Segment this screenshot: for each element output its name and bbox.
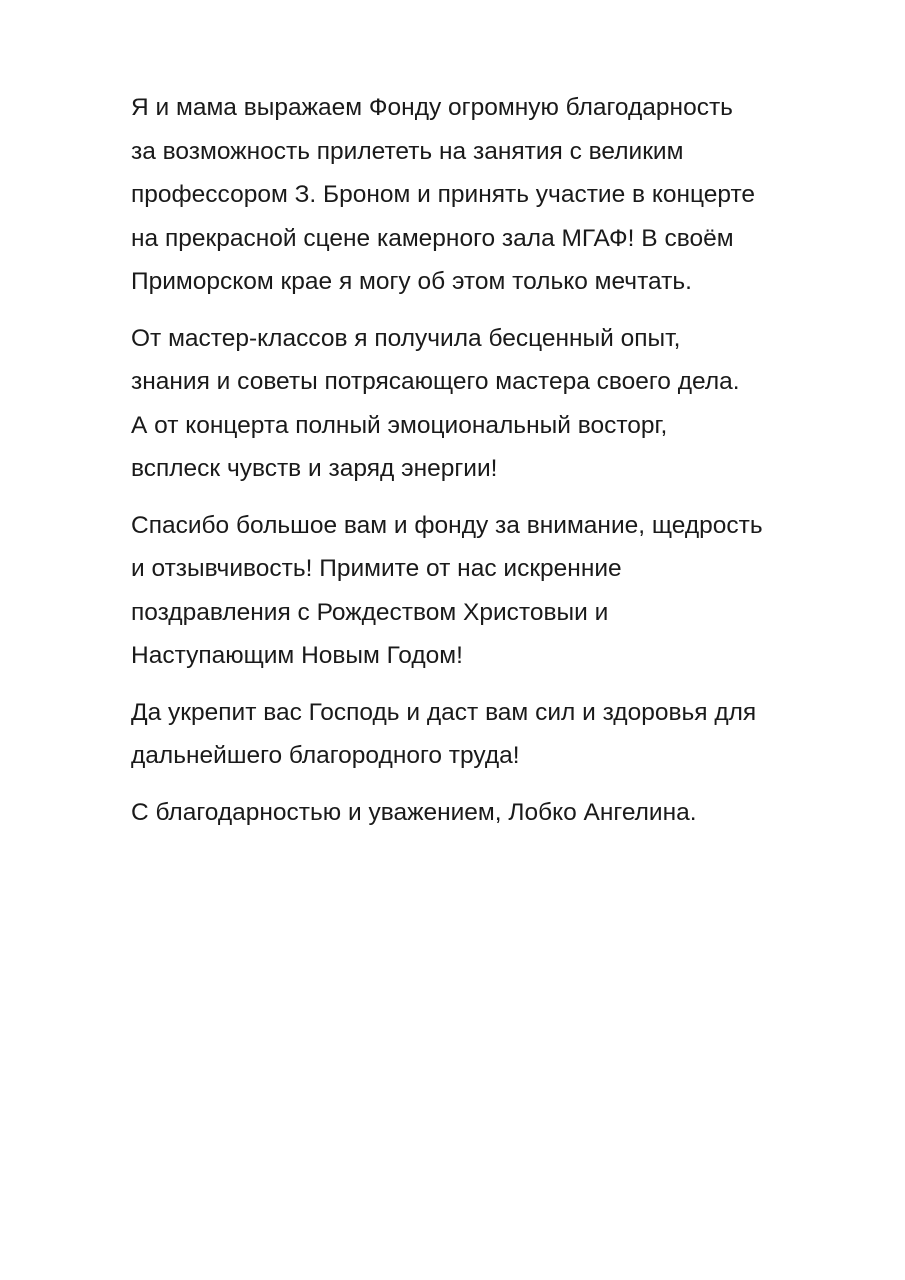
text-line: на прекрасной сцене камерного зала МГАФ! В своём <box>131 224 734 252</box>
text-line: Я и мама выражаем Фонду огромную благодарность <box>131 94 733 121</box>
text-line: Спасибо большое вам и фонду за внимание, щедрость <box>131 511 763 539</box>
text-line: дальнейшего благородного труда! <box>131 742 520 769</box>
text-line: за возможность прилететь на занятия с великим <box>131 137 684 165</box>
text-line: От мастер-классов я получила бесценный опыт, <box>131 324 681 352</box>
signature-line: С благодарностью и уважением, Лобко Ангелина. <box>131 798 697 826</box>
paragraph-thanks-greetings <box>131 504 851 678</box>
paragraph-gratitude <box>131 86 851 304</box>
text-line: Приморском крае я могу об этом только мечтать. <box>131 268 692 295</box>
paragraph-blessing <box>131 691 851 778</box>
text-line: поздравления с Рождеством Христовыи и <box>131 598 609 626</box>
text-line: Да укрепит вас Господь и даст вам сил и здоровья для <box>131 698 757 726</box>
paragraph-signature <box>131 791 851 835</box>
letter-body <box>131 86 851 847</box>
text-line: профессором З. Броном и принять участие в концерте <box>131 181 756 208</box>
text-line: всплеск чувств и заряд энергии! <box>131 455 498 482</box>
text-line: знания и советы потрясающего мастера своего дела. <box>131 368 740 395</box>
text-line: и отзывчивость! Примите от нас искренние <box>131 555 622 582</box>
text-line: Наступающим Новым Годом! <box>131 642 463 669</box>
text-line: А от концерта полный эмоциональный восторг, <box>131 411 668 439</box>
paragraph-masterclass <box>131 317 851 491</box>
